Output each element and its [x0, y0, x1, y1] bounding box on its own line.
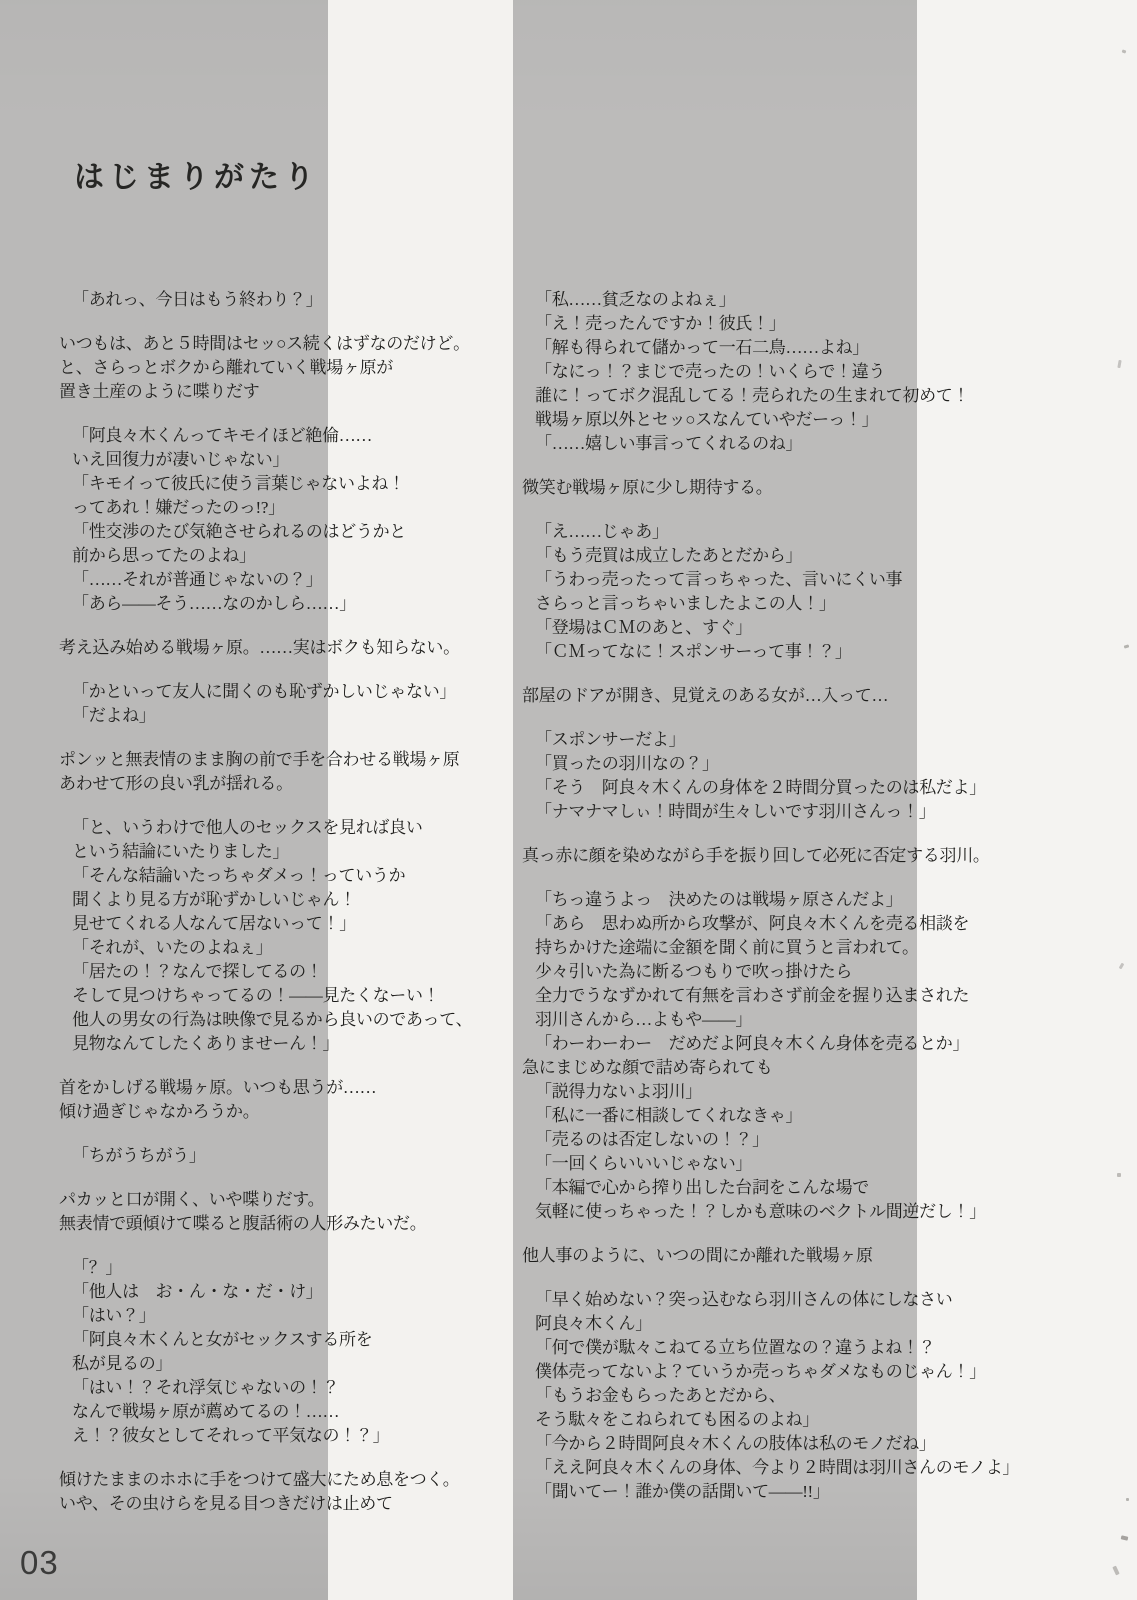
text-line: 全力でうなずかれて有無を言わさず前金を握り込まされた [535, 986, 970, 1005]
text-line: 「ええ阿良々木くんの身体、今より２時間は羽川さんのモノよ」 [535, 1458, 1020, 1477]
text-line: 誰に！ってボク混乱してる！売られたの生まれて初めて！ [535, 386, 970, 405]
text-line: 少々引いた為に断るつもりで吹っ掛けたら [535, 962, 853, 981]
text-line: 微笑む戦場ヶ原に少し期待する。 [522, 478, 773, 497]
text-line: 「あら――そう……なのかしら……」 [72, 594, 356, 613]
scan-artifact [1117, 1173, 1121, 1177]
text-line: 「だよね」 [72, 706, 156, 725]
text-line: 見物なんてしたくありませーん！」 [72, 1034, 340, 1053]
text-line: 「居たの！？なんで探してるの！ [72, 962, 323, 981]
text-line: 「え……じゃあ」 [535, 522, 669, 541]
text-column-left [59, 288, 514, 1516]
text-line: 戦場ヶ原以外とセッ○スなんていやだーっ！」 [535, 410, 879, 429]
text-line: 「ナマナマしぃ！時間が生々しいです羽川さんっ！」 [535, 802, 936, 821]
text-line: さらっと言っちゃいましたよこの人！」 [535, 594, 836, 613]
text-line: 「……それが普通じゃないの？」 [72, 570, 323, 589]
text-line: あわせて形の良い乳が揺れる。 [59, 774, 293, 793]
text-line: 「一回くらいいいじゃない」 [535, 1154, 753, 1173]
text-line: 聞くより見る方が恥ずかしいじゃん！ [72, 890, 356, 909]
text-line: 「なにっ！？まじで売ったの！いくらで！違う [535, 362, 886, 381]
text-line: そして見つけちゃってるの！――見たくなーい！ [72, 986, 440, 1005]
text-line: 「解も得られて儲かって一石二鳥……よね」 [535, 338, 869, 357]
text-line: 「聞いてー！誰か僕の話聞いて――!!」 [535, 1482, 830, 1501]
text-line: 「私に一番に相談してくれなきゃ」 [535, 1106, 803, 1125]
text-line: 僕体売ってないよ？ていうか売っちゃダメなものじゃん！」 [535, 1362, 986, 1381]
text-line: 急にまじめな顔で詰め寄られても [522, 1058, 773, 1077]
text-line: 「今から２時間阿良々木くんの肢体は私のモノだね」 [535, 1434, 936, 1453]
text-column-right [522, 288, 1037, 1504]
text-line: 無表情で頭傾けて喋ると腹話術の人形みたいだ。 [59, 1214, 427, 1233]
text-line: 「私……貧乏なのよねぇ」 [535, 290, 736, 309]
text-line: 「あら 思わぬ所から攻撃が、阿良々木くんを売る相談を [535, 914, 970, 933]
text-line: いつもは、あと５時間はセッ○ス続くはずなのだけど。 [59, 334, 470, 353]
text-line: 「ちっ違うよっ 決めたのは戦場ヶ原さんだよ」 [535, 890, 903, 909]
text-line: ってあれ！嫌だったのっ!?」 [72, 498, 285, 517]
text-line: 「そう 阿良々木くんの身体を２時間分買ったのは私だよ」 [535, 778, 986, 797]
text-line: 「説得力ないよ羽川」 [535, 1082, 702, 1101]
text-line: 「うわっ売ったって言っちゃった、言いにくい事 [535, 570, 903, 589]
page-number: 03 [20, 1544, 59, 1581]
text-line: 「阿良々木くんってキモイほど絶倫…… [72, 426, 373, 445]
text-line: 「あれっ、今日はもう終わり？」 [72, 290, 323, 309]
text-line: 「わーわーわー だめだよ阿良々木くん身体を売るとか」 [535, 1034, 970, 1053]
text-line: 部屋のドアが開き、見覚えのある女が…入って… [522, 686, 889, 705]
text-line: という結論にいたりました」 [72, 842, 290, 861]
text-line: 「？」 [72, 1258, 123, 1277]
text-line: 前から思ってたのよね」 [72, 546, 256, 565]
text-line: 「他人は お・ん・な・だ・け」 [72, 1282, 323, 1301]
text-line: 「売るのは否定しないの！？」 [535, 1130, 769, 1149]
text-line: 阿良々木くん」 [535, 1314, 652, 1333]
text-line: 「ちがうちがう」 [72, 1146, 206, 1165]
text-line: 「はい？」 [72, 1306, 156, 1325]
text-line: 羽川さんから…よもや――」 [535, 1010, 753, 1029]
text-line: 置き土産のように喋りだす [59, 382, 260, 401]
text-line: 考え込み始める戦場ヶ原。……実はボクも知らない。 [59, 638, 460, 657]
text-line: 「早く始めない？突っ込むなら羽川さんの体にしなさい [535, 1290, 953, 1309]
text-line: 見せてくれる人なんて居ないって！」 [72, 914, 356, 933]
text-line: そう駄々をこねられても困るのよね」 [535, 1410, 819, 1429]
text-line: いや、その虫けらを見る目つきだけは止めて [59, 1494, 393, 1513]
text-line: 「え！売ったんですか！彼氏！」 [535, 314, 786, 333]
text-line: 持ちかけた途端に金額を聞く前に買うと言われて。 [535, 938, 919, 957]
text-line: 「もう売買は成立したあとだから」 [535, 546, 803, 565]
page-title: はじまりがたり [74, 161, 319, 194]
text-line: 「……嬉しい事言ってくれるのね」 [535, 434, 803, 453]
text-line: ポンッと無表情のまま胸の前で手を合わせる戦場ヶ原 [59, 750, 460, 769]
text-line: 「何で僕が駄々こねてる立ち位置なの？違うよね！？ [535, 1338, 936, 1357]
text-line: 「それが、いたのよねぇ」 [72, 938, 273, 957]
scan-artifact [1126, 1498, 1129, 1501]
text-line: 「はい！？それ浮気じゃないの！？ [72, 1378, 340, 1397]
text-line: 他人の男女の行為は映像で見るから良いのであって、 [72, 1010, 473, 1029]
text-line: 私が見るの」 [72, 1354, 173, 1373]
text-line: 傾け過ぎじゃなかろうか。 [59, 1102, 260, 1121]
text-line: 「もうお金もらったあとだから、 [535, 1386, 786, 1405]
text-line: 「と、いうわけで他人のセックスを見れば良い [72, 818, 423, 837]
text-line: 「キモイって彼氏に使う言葉じゃないよね！ [72, 474, 405, 493]
text-line: 「買ったの羽川なの？」 [535, 754, 719, 773]
text-line: 首をかしげる戦場ヶ原。いつも思うが…… [59, 1078, 377, 1097]
text-line: なんで戦場ヶ原が薦めてるの！…… [72, 1402, 340, 1421]
text-line: 傾けたままのホホに手をつけて盛大にため息をつく。 [59, 1470, 460, 1489]
text-line: と、さらっとボクから離れていく戦場ヶ原が [59, 358, 393, 377]
text-line: 「本編で心から搾り出した台詞をこんな場で [535, 1178, 869, 1197]
text-line: 気軽に使っちゃった！？しかも意味のベクトル間逆だし！」 [535, 1202, 986, 1221]
text-line: 「ＣＭってなに！スポンサーって事！？」 [535, 642, 852, 661]
text-line: 「そんな結論いたっちゃダメっ！っていうか [72, 866, 406, 885]
text-line: 「性交渉のたび気絶させられるのはどうかと [72, 522, 406, 541]
text-line: 「阿良々木くんと女がセックスする所を [72, 1330, 373, 1349]
text-line: パカッと口が開く、いや喋りだす。 [59, 1190, 325, 1209]
text-line: いえ回復力が凄いじゃない」 [72, 450, 290, 469]
text-line: え！？彼女としてそれって平気なの！？」 [72, 1426, 390, 1445]
text-line: 「かといって友人に聞くのも恥ずかしいじゃない」 [72, 682, 457, 701]
text-line: 「スポンサーだよ」 [535, 730, 686, 749]
text-line: 真っ赤に顔を染めながら手を振り回して必死に否定する羽川。 [522, 846, 990, 865]
text-line: 他人事のように、いつの間にか離れた戦場ヶ原 [522, 1246, 873, 1265]
text-line: 「登場はＣＭのあと、すぐ」 [535, 618, 753, 637]
